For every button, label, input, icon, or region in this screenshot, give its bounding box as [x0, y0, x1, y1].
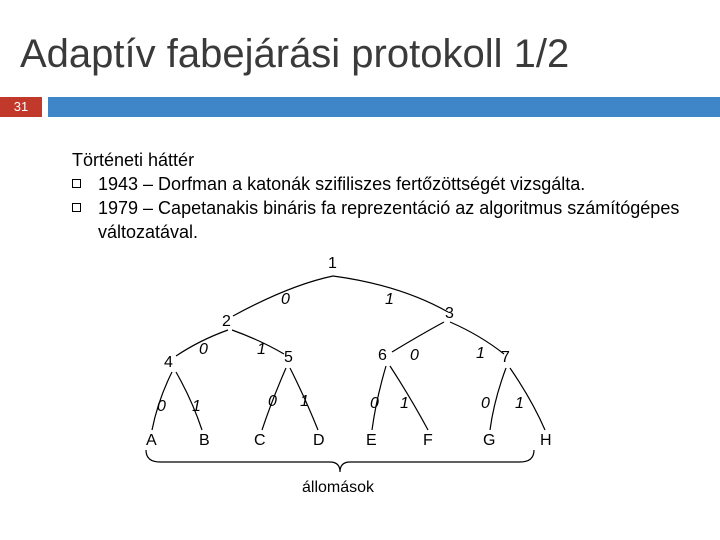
slide-number: 31: [0, 97, 42, 117]
tree-node: 6: [378, 347, 387, 364]
edge-label: 0: [199, 341, 208, 358]
tree-node: 2: [222, 313, 231, 330]
edge-label: 0: [410, 347, 419, 364]
edge-label: 1: [515, 395, 524, 412]
section-heading: Történeti háttér: [72, 150, 195, 170]
bullet-text: 1979 – Capetanakis bináris fa reprezentáció az algoritmus számítógépes változatával.: [98, 198, 680, 242]
station-leaf: E: [366, 432, 377, 449]
station-leaf: B: [199, 432, 210, 449]
edge-label: 0: [370, 395, 379, 412]
tree-edge: [490, 368, 506, 430]
edge-label: 1: [476, 345, 485, 362]
tree-edge: [390, 366, 428, 430]
edge-label: 1: [385, 291, 394, 308]
slide-title: Adaptív fabejárási protokoll 1/2: [20, 32, 570, 76]
edge-label: 0: [268, 393, 277, 410]
tree-node: 7: [501, 349, 510, 366]
edge-label: 1: [257, 341, 266, 358]
stations-bracket: [146, 450, 534, 472]
bullet-text: 1943 – Dorfman a katonák szifiliszes fertőzöttségét vizsgálta.: [98, 174, 586, 194]
station-leaf: C: [254, 432, 266, 449]
tree-node: 3: [445, 305, 454, 322]
station-leaf: H: [540, 432, 552, 449]
edge-label: 1: [400, 395, 409, 412]
station-leaf: A: [146, 432, 157, 449]
stations-caption: állomások: [302, 479, 375, 496]
tree-node: 4: [164, 354, 173, 371]
tree-node: 1: [328, 255, 337, 272]
edge-label: 0: [281, 291, 290, 308]
station-leaf: F: [423, 432, 433, 449]
station-leaf: G: [483, 432, 496, 449]
tree-node: 5: [284, 349, 293, 366]
edge-label: 1: [192, 398, 201, 415]
edge-label: 1: [300, 393, 309, 410]
edge-label: 0: [157, 398, 166, 415]
edge-label: 0: [481, 395, 490, 412]
station-leaf: D: [313, 432, 325, 449]
